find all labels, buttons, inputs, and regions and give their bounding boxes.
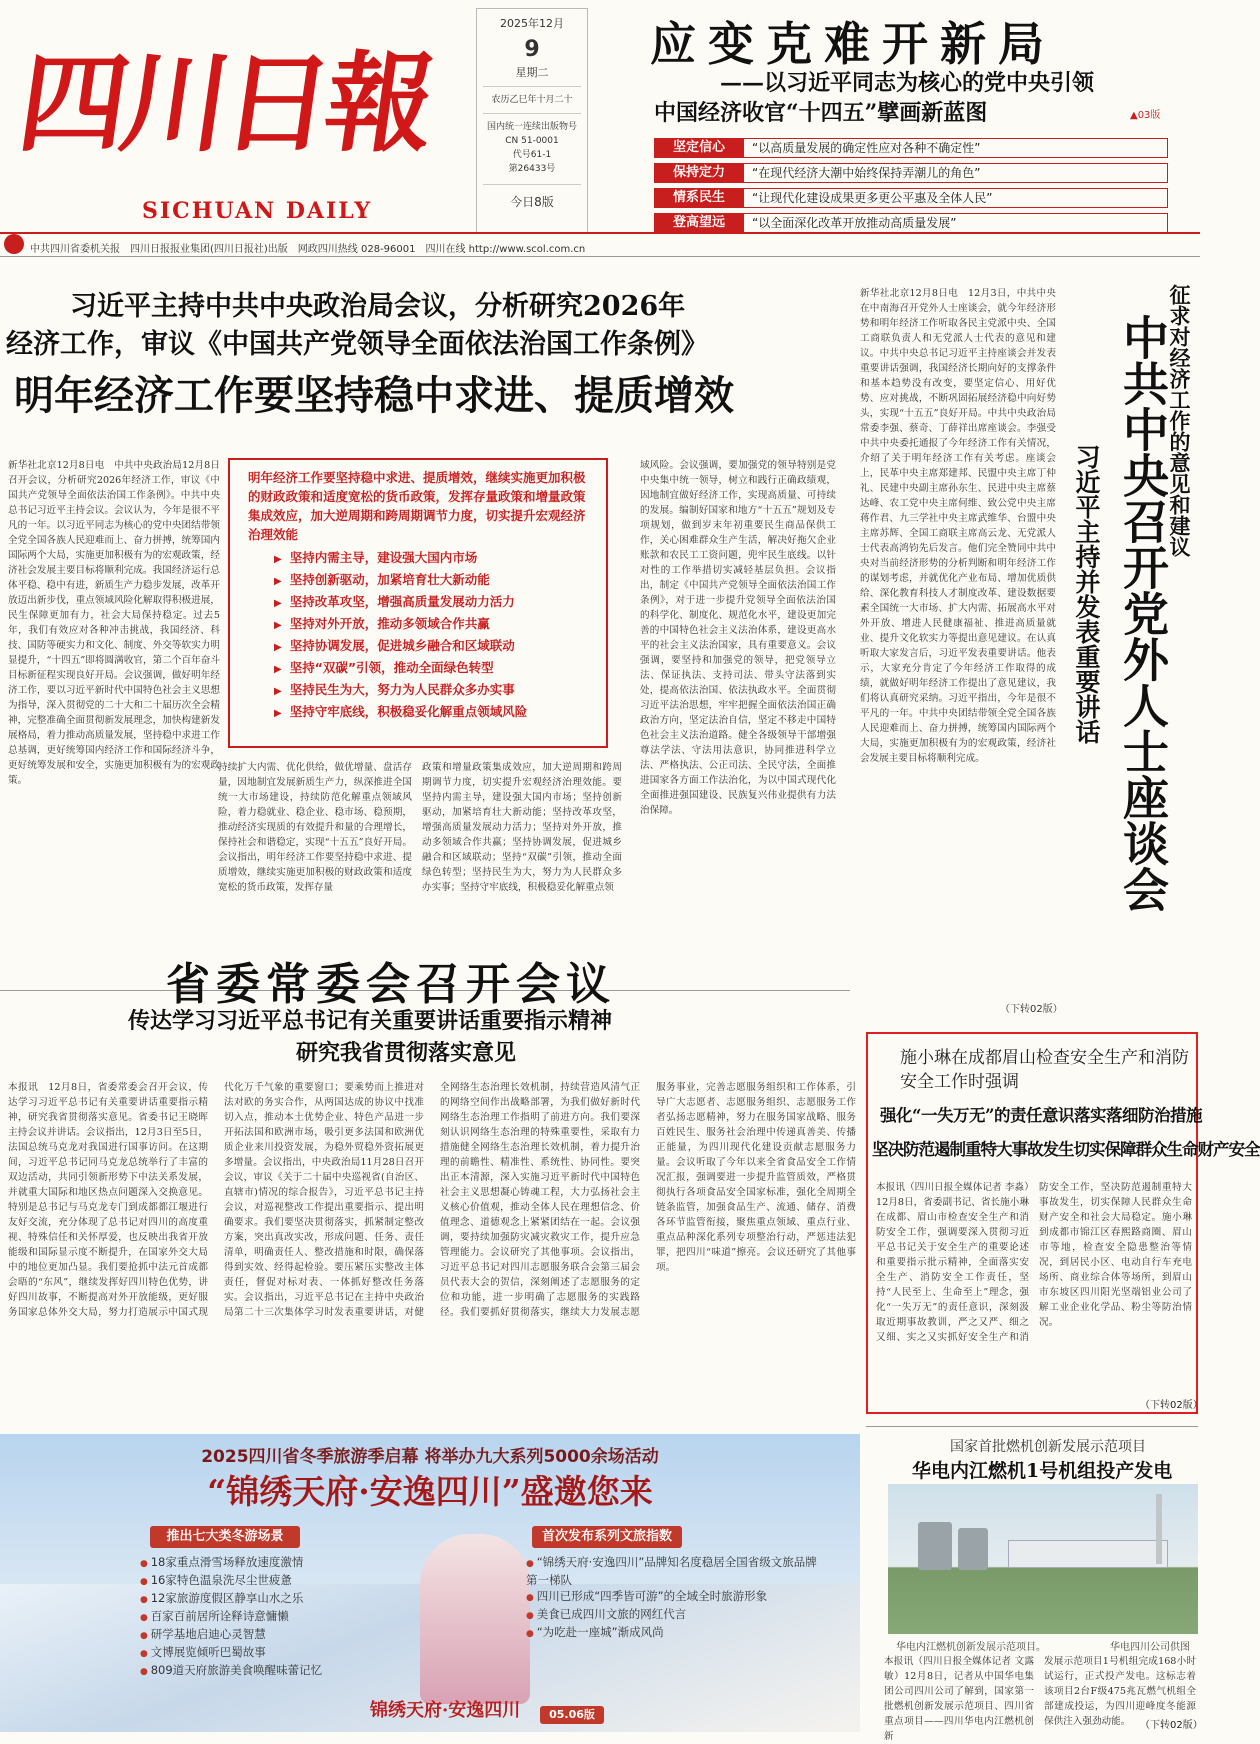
summary-point bbox=[274, 570, 606, 592]
ad-brand: 锦绣天府·安逸四川 bbox=[370, 1700, 521, 1721]
point-text: 坚持“双碳”引领，推动全面绿色转型 bbox=[289, 660, 494, 675]
ad-item: ● “为吃赴一座城”渐成风尚 bbox=[526, 1624, 826, 1642]
masthead-logo: 四川日報 bbox=[11, 41, 437, 167]
slogan-text: “以高质量发展的确定性应对各种不确定性” bbox=[744, 138, 1168, 158]
ad-item: ● 美食已成四川文旅的网红代言 bbox=[526, 1606, 826, 1624]
model-figure bbox=[420, 1534, 530, 1704]
point-text: 坚持对外开放，推动多领域合作共赢 bbox=[289, 616, 490, 631]
lead-kicker-2: 经济工作，审议《中国共产党领导全面依法治国工作条例》 bbox=[6, 329, 708, 360]
summary-point bbox=[274, 592, 606, 614]
power-plant-photo[interactable] bbox=[888, 1484, 1198, 1634]
forum-headline[interactable]: 中共中央召开党外人士座谈会 bbox=[1116, 314, 1170, 912]
triangle-icon: ▶ bbox=[274, 598, 282, 609]
publisher-logo-icon bbox=[4, 234, 24, 254]
reg-line: 代号61-1 bbox=[512, 150, 552, 160]
slogan-tag: 登高望远 bbox=[654, 213, 744, 233]
point-text: 坚持协调发展，促进城乡融合和区域联动 bbox=[289, 638, 515, 653]
day-number: 9 bbox=[524, 37, 540, 62]
reg-line: CN 51-0001 bbox=[505, 136, 559, 146]
left-ad-list bbox=[140, 1554, 350, 1680]
lunar-date: 农历乙巳年十月二十 bbox=[483, 86, 581, 107]
top-subheadline: ——以习近平同志为核心的党中央引领 bbox=[720, 70, 1095, 96]
year-month: 2025年12月 bbox=[500, 17, 564, 30]
info-rule bbox=[0, 256, 1200, 257]
power-headline[interactable]: 华电内江燃机1号机组投产发电 bbox=[912, 1460, 1173, 1482]
safety-kicker: 施小琳在成都眉山检查安全生产和消防安全工作时强调 bbox=[900, 1048, 1189, 1092]
plant-building bbox=[1008, 1540, 1168, 1568]
power-body-left: 本报讯（四川日报全媒体记者 文露敏）12月8日，记者从中国华电集团公司四川公司了解到，国家第一批燃机创新发展示范项目、四川省重点项目——四川华电内江燃机创新 bbox=[884, 1656, 1034, 1742]
cooling-tower bbox=[918, 1522, 952, 1570]
date-box bbox=[476, 8, 588, 234]
slogan-text: “在现代经济大潮中始终保持弄潮儿的角色” bbox=[744, 163, 1168, 183]
triangle-icon: ▶ bbox=[274, 620, 282, 631]
slogan-text: “以全面深化改革开放推动高质量发展” bbox=[744, 213, 1168, 233]
ad-line-2: “锦绣天府·安逸四川”盛邀您来 bbox=[207, 1472, 653, 1511]
summary-point bbox=[274, 702, 606, 724]
ad-item: ● 研学基地启迪心灵智慧 bbox=[140, 1626, 350, 1644]
triangle-icon: ▶ bbox=[274, 554, 282, 565]
registration-info bbox=[483, 113, 581, 176]
tourism-ad[interactable] bbox=[0, 1434, 860, 1732]
ad-item: ● 16家特色温泉洗尽尘世疲惫 bbox=[140, 1572, 350, 1590]
triangle-icon: ▶ bbox=[274, 576, 282, 587]
slogan-tag: 坚定信心 bbox=[654, 138, 744, 158]
power-continue[interactable]: （下转02版） bbox=[1140, 1720, 1203, 1731]
today-pages: 今日8版 bbox=[483, 184, 581, 210]
slogan-row bbox=[654, 188, 1174, 208]
summary-intro: 明年经济工作要坚持稳中求进、提质增效，继续实施更加积极的财政政策和适度宽松的货币政策，发挥存量政策和增量政策集成效应，加大逆周期和跨周期调节力度，切实提升宏观经济治理效能 bbox=[248, 470, 586, 542]
cooling-tower bbox=[958, 1528, 988, 1570]
standing-headline[interactable]: 省委常委会召开会议 bbox=[166, 959, 616, 1010]
reg-line: 第26433号 bbox=[508, 164, 556, 174]
lead-body-col-2: 持续扩大内需、优化供给，做优增量、盘活存量，因地制宜发展新质生产力，纵深推进全国统一大市场建设，持续防范化解重点领域风险，着力稳就业、稳企业、稳市场、稳预期，推动经济实现质的有效提升和量的合理增长，保持社会和谐稳定，实现“十五五”良好开局。会议指出，明年经济工作要坚持稳中求进、提质增效，继续实施更加积极的财政政策和适度宽松的货币政策，发挥存量 bbox=[218, 762, 412, 893]
safety-headline[interactable]: 强化“一失万无”的责任意识落实落细防治措施 bbox=[880, 1106, 1202, 1125]
slogan-row bbox=[654, 163, 1174, 183]
ad-date-tag[interactable]: 05.06版 bbox=[540, 1706, 604, 1724]
point-text: 坚持民生为大，努力为人民群众多办实事 bbox=[289, 682, 515, 697]
forum-subheadline: 习近平主持并发表重要讲话 bbox=[1072, 444, 1101, 744]
summary-point bbox=[274, 548, 606, 570]
ad-line-1: 2025四川省冬季旅游季启幕 将举办九大系列5000余场活动 bbox=[201, 1447, 659, 1467]
power-kicker: 国家首批燃机创新发展示范项目 bbox=[950, 1439, 1146, 1455]
lead-kicker: 习近平主持中共中央政治局会议，分析研究2026年 bbox=[70, 291, 686, 322]
right-ad-list bbox=[526, 1554, 826, 1642]
point-text: 坚持改革攻坚，增强高质量发展动力活力 bbox=[289, 594, 515, 609]
ad-item: ● 百家百前居所诠释诗意慵懒 bbox=[140, 1608, 350, 1626]
slogan-tag: 保持定力 bbox=[654, 163, 744, 183]
chimney bbox=[1156, 1494, 1162, 1564]
ad-item: ● “锦绣天府·安逸四川”品牌知名度稳居全国省级文旅品牌第一梯队 bbox=[526, 1554, 826, 1588]
safety-body: 本报讯（四川日报全媒体记者 李淼）12月8日，省委副书记、省长施小琳在成都、眉山市检查安全生产和消防安全工作，强调要深入贯彻习近平总书记关于安全生产的重要论述和重要指示批示精神，全面落实安全生产、消防安全工作责任，坚持“人民至上、生命至上”理念，强化“一失万无”的责任意识，深刻汲取近期事故教训，严之又严、细之又细、实之又实抓好安全生产和消防安全工作，坚决防范遏制重特大事故发生，切实保障人民群众生命财产安全和社会大局稳定。施小琳到成都市锦江区春熙路商圈、眉山市等地，检查安全隐患整治等情况，到居民小区、电动自行车充电场所、商业综合体等场所，到眉山市东坡区四川阳光坚端铝业公司了解工业企业化学品、粉尘等防治情况。 bbox=[876, 1182, 1192, 1343]
slogan-tag: 情系民生 bbox=[654, 188, 744, 208]
summary-point bbox=[274, 658, 606, 680]
standing-sub: 传达学习习近平总书记有关重要讲话重要指示精神 bbox=[128, 1008, 613, 1034]
page-ref[interactable]: ▲03版 bbox=[1130, 110, 1161, 121]
section-rule bbox=[866, 1426, 1198, 1427]
photo-caption: 华电内江燃机创新发展示范项目。 bbox=[896, 1642, 1046, 1653]
slogan-text: “让现代化建设成果更多更公平惠及全体人民” bbox=[744, 188, 1168, 208]
left-ad-button[interactable]: 推出七大类冬游场景 bbox=[150, 1526, 300, 1548]
ad-item: ● 12家旅游度假区静享山水之乐 bbox=[140, 1590, 350, 1608]
masthead-english-title: SICHUAN DAILY bbox=[142, 198, 373, 224]
lead-body-col-3: 政策和增量政策集成效应，加大逆周期和跨周期调节力度，切实提升宏观经济治理效能。要坚持内需主导，建设强大国内市场；坚持创新驱动，加紧培育壮大新动能；坚持改革攻坚，增强高质量发展动力活力；坚持对外开放，推动多领域合作共赢；坚持协调发展，促进城乡融合和区域联动；坚持“双碳”引领，推动全面绿色转型；坚持民生为大，努力为人民群众多办实事；坚持守牢底线，积极稳妥化解重点领 bbox=[422, 762, 622, 893]
standing-body: 本报讯 12月8日，省委常委会召开会议，传达学习习近平总书记有关重要讲话重要指示精神，研究我省贯彻落实意见。省委书记王晓晖主持会议并讲话。会议指出，12月3日至5日，法国总统马克龙对我国进行国事访问。在这期间，习近平总书记同马克龙总统举行了丰富的双边活动，共同引领新形势下中法关系发展，并就重大国际和地区热点问题深入交换意见。特别是总书记与马克龙专门到成都都江堰进行友好交流，充分体现了总书记对四川的高度重视、特殊信任和关怀厚爱，也反映出我省开放能级和国际显示度不断提升，在国家外交大局中的地位更加凸显。我们要抢抓中法元首成都会晤的“东风”，继续发挥好四川特色优势，讲好四川故事，不断提高对外开放能级，更好服务国家总体外交大局，努力打造展示中国式现代化万千气象的重要窗口；要乘势而上推进对法对欧的务实合作，从两国达成的协议中找准切入点，推动本土优势企业、特色产品进一步开拓法国和欧洲市场，吸引更多法国和欧洲优质企业来川投资发展，为稳外贸稳外资拓展更多增量。会议指出，中央政治局11月28日召开会议，审议《关于二十届中央巡视省(自治区、直辖市)情况的综合报告》，习近平总书记主持会议，对巡视整改工作提出重要指示、提出明确要求。我们要坚决贯彻落实，抓紧制定整改方案，突出真改实改，形成问题、任务、责任清单，明确责任人、整改措施和时限，确保落得到实效、经得起检验。要压紧压实整改主体责任，督促对标对表、一体抓好整改任务落实。会议指出，习近平总书记在主持中央政治局第二十三次集体学习时发表重要讲话，对健全网络生态治理长效机制，持续营造风清气正的网络空间作出战略部署，为我们做好新时代网络生态治理工作指明了前进方向。我们要深刻认识网络生态治理的特殊重要性，采取有力措施健全网络生态治理长效机制，着力提升治理的前瞻性、精准性、系统性、协同性。要突出正本清源，深入实施习近平新时代中国特色社会主义思想凝心铸魂工程，大力弘扬社会主义核心价值观，推动全体人民在理想信念、价值理念、道德观念上紧紧团结在一起。会议强调，要持续加强防灾减灾救灾工作，提升应急管理能力。会议研究了其他事项。会议指出，习近平总书记对四川志愿服务联合会第三届会员代表大会的贺信，深刻阐述了志愿服务的定位和功能，进一步明确了志愿服务的实践路径。我们要抓好贯彻落实，继续大力发展志愿服务事业，完善志愿服务组织和工作体系，引导广大志愿者、志愿服务组织、志愿服务工作者弘扬志愿精神，努力在服务国家战略、服务百姓民生、服务社会治理中传递真善美、传播正能量，为四川现代化建设贡献志愿服务力量。会议听取了今年以来全省食品安全工作情况汇报，强调要进一步提升监管质效，严格贯彻执行各项食品安全国家标准，强化全周期全链条监管，加强食品生产、流通、储存、消费各环节监管衔接，聚焦重点领域、重点行业、重点品种深化系列专项整治行动，严惩违法犯罪，把四川“味道”擦亮。会议还研究了其他事项。 bbox=[8, 1082, 856, 1318]
forum-kicker: 征求对经济工作的意见和建议 bbox=[1167, 284, 1192, 557]
power-body-right: 发展示范项目1号机组完成168小时试运行，正式投产发电。这标志着该项目2台F级475兆瓦燃气机组全部建成投运，为四川迎峰度冬能源保供注入强劲动能。 bbox=[1044, 1656, 1196, 1727]
reg-line: 国内统一连续出版物号 bbox=[486, 122, 577, 132]
summary-point bbox=[274, 636, 606, 658]
triangle-icon: ▶ bbox=[274, 686, 282, 697]
ad-item: ● 18家重点滑雪场释放速度激情 bbox=[140, 1554, 350, 1572]
triangle-icon: ▶ bbox=[274, 642, 282, 653]
point-text: 坚持内需主导，建设强大国内市场 bbox=[289, 550, 478, 565]
weekday: 星期二 bbox=[515, 66, 549, 79]
lead-summary-box bbox=[228, 458, 608, 748]
right-ad-button[interactable]: 首次发布系列文旅指数 bbox=[532, 1526, 682, 1548]
lead-headline[interactable]: 明年经济工作要坚持稳中求进、提质增效 bbox=[14, 373, 734, 419]
header-rule bbox=[0, 232, 1200, 234]
safety-continue[interactable]: （下转02版） bbox=[1140, 1400, 1203, 1411]
ad-item: ● 文博展览倾听巴蜀故事 bbox=[140, 1644, 350, 1662]
top-headline[interactable]: 应变克难开新局 bbox=[650, 17, 1056, 71]
summary-point bbox=[274, 614, 606, 636]
forum-continue[interactable]: （下转02版） bbox=[1000, 1004, 1063, 1015]
lead-body-col-1: 新华社北京12月8日电 中共中央政治局12月8日召开会议，分析研究2026年经济工作，审议《中国共产党领导全面依法治国工作条例》。中共中央总书记习近平主持会议。会议认为，今年是很不平凡的一年。以习近平同志为核心的党中央团结带领全党全国各族人民迎难而上、奋力拼搏，统筹国内国际两个大局，实施更加积极有为的宏观政策，经济社会发展主要目标将顺利完成。我国经济运行总体平稳、稳中有进，新质生产力稳步发展，改革开放迈出新步伐，重点领域风险化解取得积极进展，民生保障更加有力，社会大局保持稳定。过去5年，我们有效应对各种冲击挑战，我国经济、科技、国防等硬实力和文化、制度、外交等软实力明显提升，“十四五”即将圆满收官，第二个百年奋斗目标新征程实现良好开局。会议强调，做好明年经济工作，要以习近平新时代中国特色社会主义思想为指导，深入贯彻党的二十大和二十届历次全会精神，完整准确全面贯彻新发展理念，加快构建新发展格局，着力推动高质量发展，坚持稳中求进工作总基调，更好统筹国内经济工作和国际经济斗争，更好统筹发展和安全，实施更加积极有为的宏观政策。 bbox=[8, 460, 220, 786]
point-text: 坚持守牢底线，积极稳妥化解重点领域风险 bbox=[289, 704, 528, 719]
publisher-info: 中共四川省委机关报 四川日报报业集团(四川日报社)出版 网政四川热线 028-96001 四川在线 http://www.scol.com.cn bbox=[30, 244, 586, 255]
photo-credit: 华电四川公司供图 bbox=[1110, 1642, 1190, 1653]
summary-point bbox=[274, 680, 606, 702]
point-text: 坚持创新驱动，加紧培育壮大新动能 bbox=[289, 572, 490, 587]
forum-body: 新华社北京12月8日电 12月3日，中共中央在中南海召开党外人士座谈会，就今年经济形势和明年经济工作听取各民主党派中央、全国工商联负责人和无党派人士代表的意见和建议。中共中央总书记习近平主持座谈会并发表重要讲话强调，我国经济长期向好的支撑条件和基本趋势没有改变，要坚定信心、用好优势、应对挑战，不断巩固拓展经济稳中向好势头，实现“十五五”良好开局。中共中央政治局常委李强、蔡奇、丁薛祥出席座谈会。李强受中共中央委托通报了今年经济工作有关情况，介绍了关于明年经济工作有关考虑。座谈会上，民革中央主席郑建邦、民盟中央主席丁仲礼、民建中央副主席孙东生、民进中央主席蔡达峰、农工党中央主席何维、致公党中央主席蒋作君、九三学社中央主席武维华、台盟中央主席苏辉、全国工商联主席高云龙、无党派人士代表高鸿钧先后发言。他们完全赞同中共中央对当前经济形势的分析判断和明年经济工作的谋划考虑，并就优化产业布局、增加优质供给、深化教育科技人才制度改革、建设数据要素全国统一大市场、扩大内需、拓展高水平对外开放、增进人民健康福祉、推进高质量就业、提升文化软实力等提出意见建议。在认真听取大家发言后，习近平发表重要讲话。他表示，大家充分肯定了今年经济工作取得的成绩，就做好明年经济工作提出了意见建议，我们将认真研究采纳。习近平指出，今年是很不平凡的一年。中共中央团结带领全党全国各族人民迎难而上、奋力拼搏，统筹国内国际两个大局，实施更加积极有为的宏观政策，经济社会发展主要目标将顺利完成。 bbox=[860, 288, 1056, 764]
standing-sub-2: 研究我省贯彻落实意见 bbox=[296, 1040, 517, 1066]
ad-item: ● 四川已形成“四季皆可游”的全域全时旅游形象 bbox=[526, 1588, 826, 1606]
top-subheadline-2: 中国经济收官“十四五”擘画新蓝图 bbox=[654, 100, 988, 126]
triangle-icon: ▶ bbox=[274, 664, 282, 675]
slogan-row bbox=[654, 213, 1174, 233]
safety-headline-2[interactable]: 坚决防范遏制重特大事故发生切实保障群众生命财产安全 bbox=[872, 1140, 1260, 1159]
slogan-row bbox=[654, 138, 1174, 158]
lead-body-col-4: 域风险。会议强调，要加强党的领导特别是党中央集中统一领导，树立和践行正确政绩观，因地制宜做好经济工作，实现高质量、可持续的发展。编制好国家和地方“十五五”规划及专项规划，做到岁末年初重要民生商品保供工作，关心困难群众生产生活，解决好拖欠企业账款和农民工工资问题，兜牢民生底线。以针对性的工作举措切实减轻基层负担。会议指出，制定《中国共产党领导全面依法治国工作条例》，对于进一步提升党领导全面依法治国的科学化、制度化、规范化水平，建设更加完善的中国特色社会主义法治体系，建设更高水平的社会主义法治国家，具有重要意义。会议强调，要坚持和加强党的领导，把党领导立法、保证执法、支持司法、带头守法落到实处，提高依法治国、依法执政水平。全面贯彻习近平法治思想，牢牢把握全面依法治国正确政治方向，坚定法治自信，坚定不移走中国特色社会主义法治道路。健全各级领导干部增强尊法学法、守法用法意识，协同推进科学立法、严格执法、公正司法、全民守法，全面推进国家各方面工作法治化，为以中国式现代化全面推进强国建设、民族复兴伟业提供有力法治保障。 bbox=[640, 460, 836, 816]
triangle-icon: ▶ bbox=[274, 708, 282, 719]
ad-item: ● 809道天府旅游美食唤醒味蕾记忆 bbox=[140, 1662, 350, 1680]
